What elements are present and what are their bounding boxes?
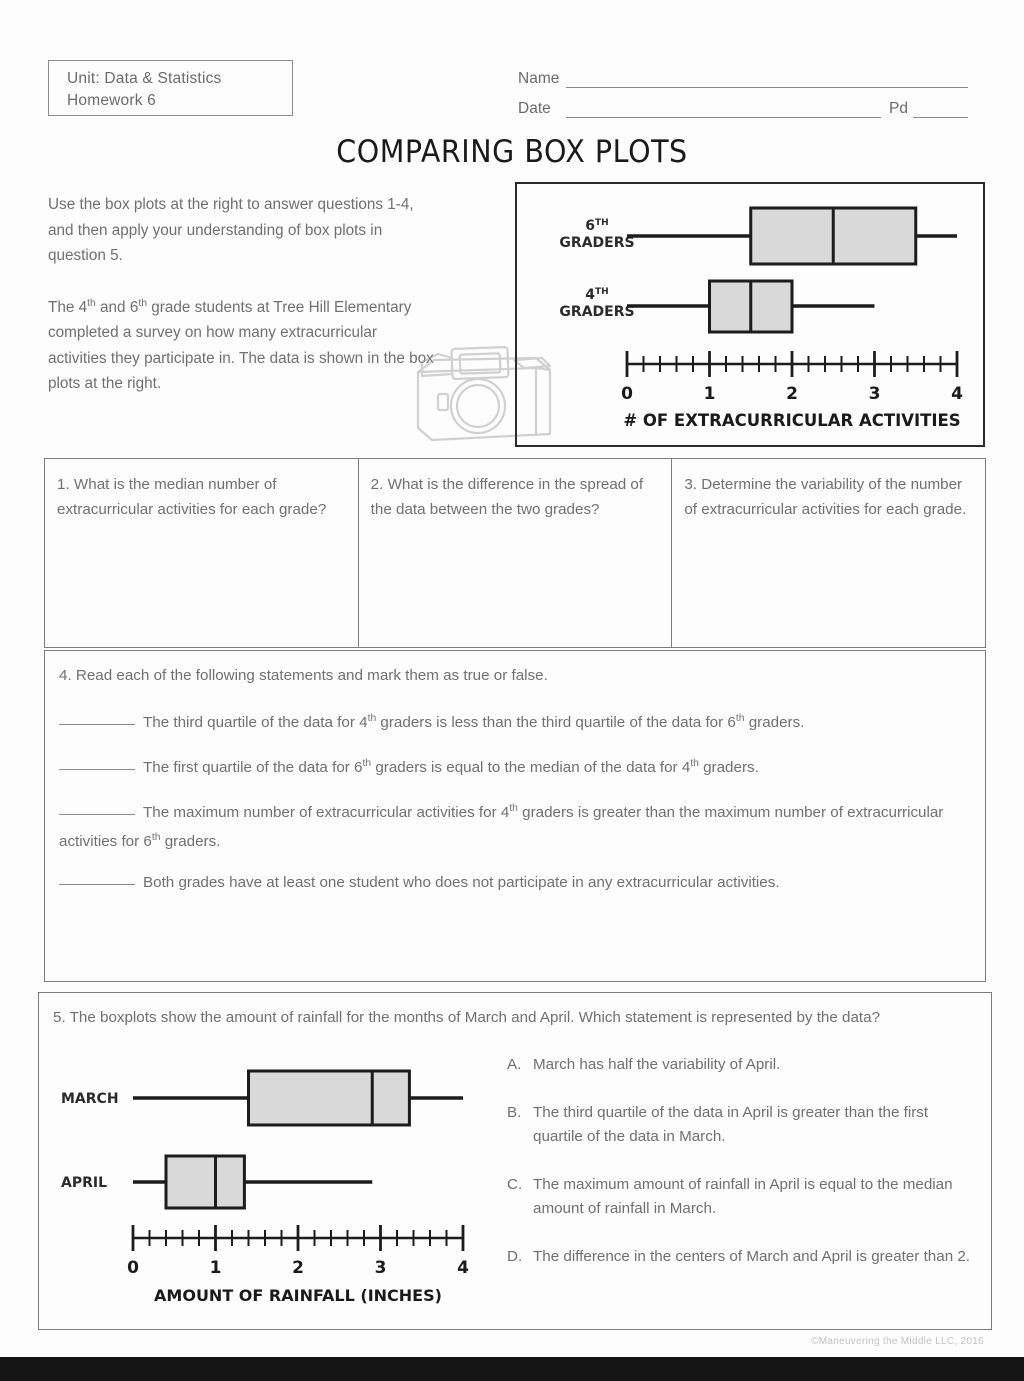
page-title: COMPARING BOX PLOTS xyxy=(336,134,688,170)
boxplot-march xyxy=(133,1071,463,1125)
xtick-2: 2 xyxy=(786,384,798,404)
homework-line: Homework 6 xyxy=(67,92,156,109)
question-1-cell xyxy=(45,459,359,647)
true-false-item-1: The third quartile of the data for 4th graders is less than the third quartile of the data for 6th graders. xyxy=(59,706,969,735)
rainfall-xtick-4: 4 xyxy=(457,1258,469,1278)
true-false-item-2: The first quartile of the data for 6th graders is equal to the median of the data for 4th graders. xyxy=(59,751,969,780)
series-label-6th-graders: GRADERS xyxy=(559,235,635,251)
true-false-item-4: Both grades have at least one student who does not participate in any extracurricular activities. xyxy=(59,870,969,895)
rainfall-xtick-1: 1 xyxy=(209,1258,222,1278)
choice-c-text: The maximum amount of rainfall in April is equal to the median amount of rainfall in March. xyxy=(533,1176,953,1217)
answer-choice-b[interactable] xyxy=(507,1101,977,1149)
number-line-axis xyxy=(621,351,963,404)
answer-choice-d[interactable] xyxy=(507,1245,977,1269)
boxplot-4th-graders xyxy=(627,281,875,332)
date-row xyxy=(518,88,968,118)
extracurricular-boxplot-svg xyxy=(517,184,983,445)
series-label-april: APRIL xyxy=(61,1175,108,1191)
question-4-block xyxy=(44,650,986,982)
question-5-block xyxy=(38,992,992,1330)
pd-label: Pd xyxy=(889,100,908,117)
series-label-6th: 6TH xyxy=(585,218,609,234)
answer-choice-c[interactable] xyxy=(507,1173,977,1221)
question-1-number: 1. xyxy=(57,476,70,493)
intro-text xyxy=(48,192,438,419)
answer-choices-list xyxy=(507,1053,977,1293)
question-2-cell xyxy=(359,459,673,647)
question-2-text: What is the difference in the spread of the data between the two grades? xyxy=(370,476,644,518)
name-date-area xyxy=(518,58,968,118)
question-1-text: What is the median number of extracurricular activities for each grade? xyxy=(57,476,327,518)
boxplot-6th-graders xyxy=(627,208,957,264)
question-5-stem: 5. The boxplots show the amount of rainfall for the months of March and April. Which statement is represented by the data? xyxy=(53,1009,881,1026)
name-label: Name xyxy=(518,70,560,87)
series-label-4th: 4TH xyxy=(585,287,609,303)
unit-info-box xyxy=(48,60,293,116)
question-3-text: Determine the variability of the number of extracurricular activities for each grade. xyxy=(684,476,967,518)
rainfall-xtick-3: 3 xyxy=(374,1258,387,1278)
rainfall-boxplot-svg xyxy=(53,1053,503,1313)
xtick-1: 1 xyxy=(703,384,716,404)
question-3-number: 3. xyxy=(684,476,698,493)
date-input-line[interactable] xyxy=(566,103,881,118)
answer-blank-3[interactable] xyxy=(59,814,135,815)
true-false-item-3: The maximum number of extracurricular activities for 4th graders is greater than the maximum number of extracurricular activities for 6th graders. xyxy=(59,803,944,851)
series-label-march: MARCH xyxy=(61,1091,119,1107)
answer-blank-4[interactable] xyxy=(59,884,135,885)
answer-choice-a[interactable] xyxy=(507,1053,977,1077)
question-2-number: 2. xyxy=(370,476,384,493)
series-label-4th-graders: GRADERS xyxy=(559,304,635,320)
boxplot-april xyxy=(133,1156,372,1208)
rainfall-x-axis-label: AMOUNT OF RAINFALL (INCHES) xyxy=(154,1286,442,1305)
answer-blank-1[interactable] xyxy=(59,724,135,725)
x-axis-label: # OF EXTRACURRICULAR ACTIVITIES xyxy=(623,411,961,430)
question-4-stem: 4. Read each of the following statements and mark them as true or false. xyxy=(59,667,548,684)
choice-b-letter: B. xyxy=(507,1104,522,1121)
choice-a-text: March has half the variability of April. xyxy=(533,1056,781,1073)
date-label: Date xyxy=(518,100,551,117)
xtick-4: 4 xyxy=(951,384,963,404)
choice-c-letter: C. xyxy=(507,1176,523,1193)
intro-paragraph-2: The 4th and 6th grade students at Tree Hill Elementary completed a survey on how many extracurricular activities they participate in. The data is shown in the box plots at the right. xyxy=(48,297,434,393)
xtick-0: 0 xyxy=(621,384,633,404)
rainfall-xtick-2: 2 xyxy=(292,1258,304,1278)
name-input-line[interactable] xyxy=(566,73,968,88)
question-3-cell xyxy=(672,459,985,647)
name-row xyxy=(518,58,968,88)
unit-line: Unit: Data & Statistics xyxy=(67,70,222,87)
copyright-footer: ©Maneuvering the Middle LLC, 2016 xyxy=(811,1336,984,1347)
choice-d-text: The difference in the centers of March and April is greater than 2. xyxy=(533,1248,971,1265)
rainfall-number-line-axis xyxy=(127,1225,469,1278)
choice-b-text: The third quartile of the data in April is greater than the first quartile of the data in March. xyxy=(533,1104,929,1145)
extracurricular-boxplot-panel xyxy=(515,182,985,447)
rainfall-xtick-0: 0 xyxy=(127,1258,139,1278)
questions-1-3-row xyxy=(44,458,986,648)
answer-blank-2[interactable] xyxy=(59,769,135,770)
bottom-edge-bar xyxy=(0,1357,1024,1381)
intro-paragraph-1: Use the box plots at the right to answer questions 1-4, and then apply your understanding of box plots in question 5. xyxy=(48,196,414,264)
xtick-3: 3 xyxy=(868,384,881,404)
choice-a-letter: A. xyxy=(507,1056,522,1073)
pd-input-line[interactable] xyxy=(913,103,968,118)
choice-d-letter: D. xyxy=(507,1248,523,1265)
